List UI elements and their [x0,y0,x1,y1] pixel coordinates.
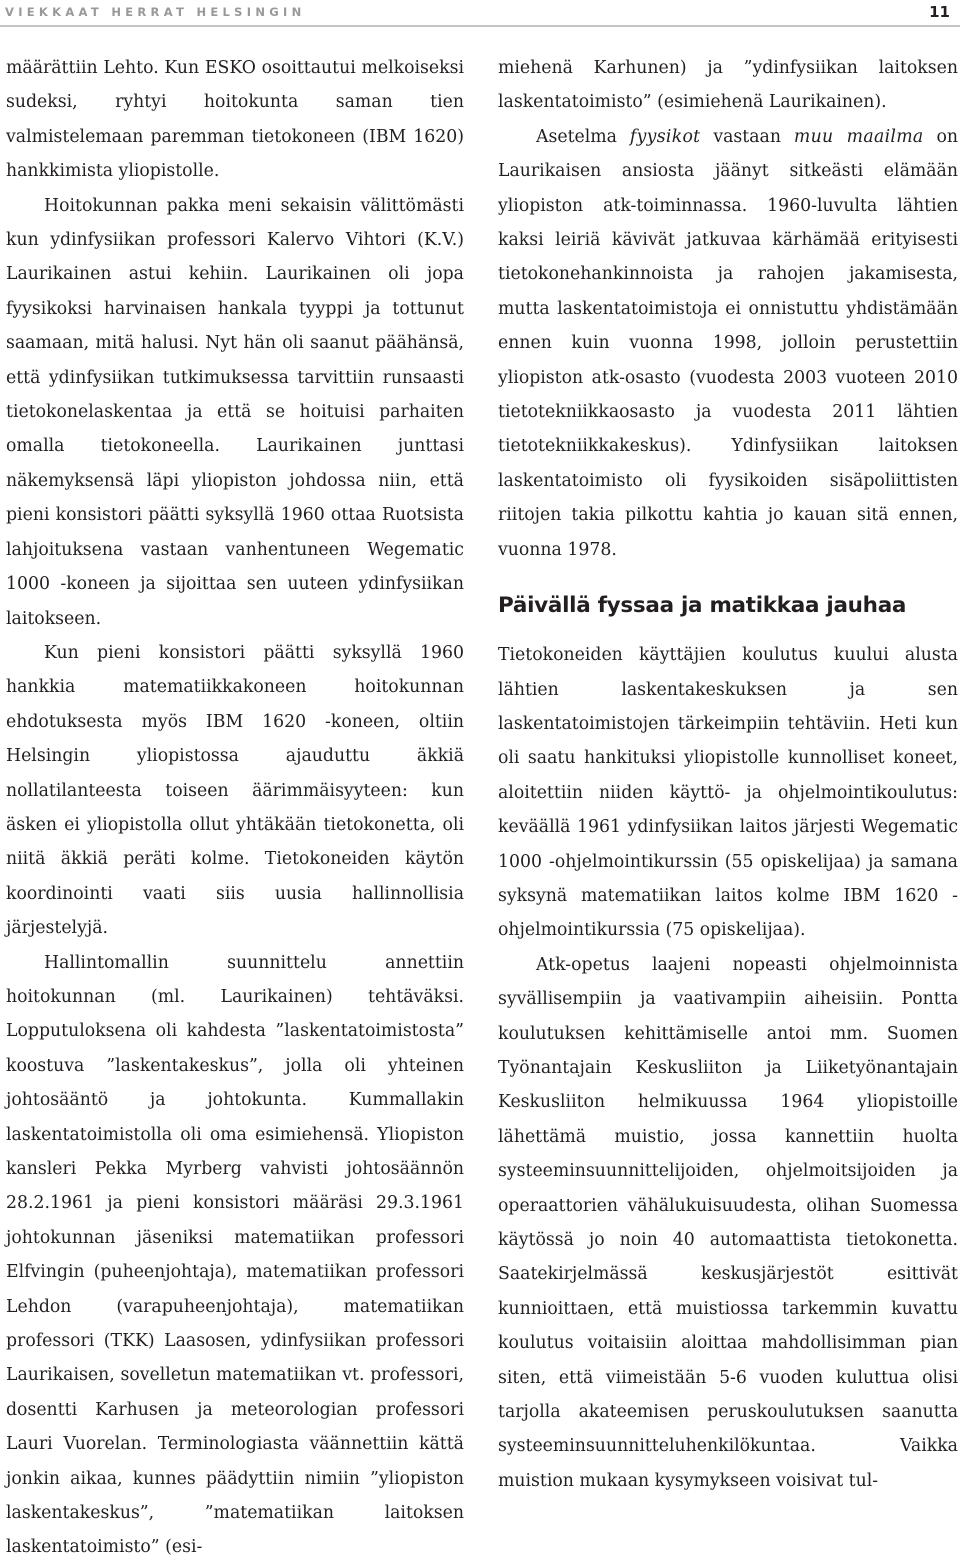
text-run: vastaan [700,126,794,147]
paragraph: Tietokoneiden käyttäjien koulutus kuului alusta lähtien laskentakeskuksen ja sen laskentatoimistojen tärkeimpiin tehtäviin. Heti kun oli saatu hankituksi yliopistolle kunnolliset koneet, aloitettiin niiden käyttö- ja ohjelmointikoulutus: keväällä 1961 ydinfysiikan laitos järjesti Wegematic 1000 -ohjelmointikurssin (55 opiskelijaa) ja samana syksynä matematiikan laitos kolme IBM 1620 -ohjelmointikurssia (75 opiskelijaa). [498,645,958,941]
section-heading: Päivällä fyssaa ja matikkaa jauhaa [498,593,907,619]
paragraph: Hoitokunnan pakka meni sekaisin välittömästi kun ydinfysiikan professori Kalervo Vihtori (K.V.) Laurikainen astui kehiin. Laurikainen oli jopa fyysikoksi harvinaisen hankala tyyppi ja tottunut saamaan, mitä halusi. Nyt hän oli saanut päähänsä, että ydinfysiikan tutkimuksessa tarvittiin runsaasti tietokonelaskentaa ja että se hoituisi parhaiten omalla tietokoneella. Laurikainen junttasi näkemyksensä läpi yliopiston johdossa niin, että pieni konsistori päätti syksyllä 1960 ottaa Ruotsista lahjoituksena vastaan vanhentuneen Wegematic 1000 -koneen ja sijoittaa sen uuteen ydinfysiikan laitokseen. [6,195,464,629]
page-number: 11 [929,3,950,21]
running-head: VIEKKAAT HERRAT HELSINGIN [5,5,306,19]
text-run: on Laurikaisen ansiosta jäänyt sitkeästi elämään yliopiston atk-toiminnassa. 1960-luvulta lähtien kaksi leiriä kävivät jatkuvaa kärhämää erityisesti tietokonehankinnoista ja rahojen jakamisesta, mutta laskentatoimistoja ei onnistuttu yhdistämään ennen kuin vuonna 1998, jolloin perustettiin yliopiston atk-osasto (vuodesta 2003 vuoteen 2010 tietotekniikkaosasto ja vuodesta 2011 lähtien tietotekniikkakeskus). Ydinfysiikan laitoksen laskentatoimisto oli fyysikoiden sisäpoliittisten riitojen takia pilkottu kahtia jo kauan sitä ennen, vuonna 1978. [498,126,958,560]
paragraph: Hallintomallin suunnittelu annettiin hoitokunnan (ml. Laurikainen) tehtäväksi. Lopputuloksena oli kahdesta ”laskentatoimistosta” koostuva ”laskentakeskus”, jolla oli yhteinen johtosääntö ja johtokunta. Kummallakin laskentatoimistolla oli oma esimiehensä. Yliopiston kansleri Pekka Myrberg vahvisti johtosäännön 28.2.1961 ja pieni konsistori määräsi 29.3.1961 johtokunnan jäseniksi matematiikan professori Elfvingin (puheenjohtaja), matematiikan professori Lehdon (varapuheenjohtaja), matematiikan professori (TKK) Laasosen, ydinfysiikan professori Laurikaisen, sovelletun matematiikan vt. professori, dosentti Karhusen ja meteorologian professori Lauri Vuorelan. Terminologiasta väännettiin kättä jonkin aikaa, kunnes päädyttiin nimiin ”yliopiston laskentakeskus”, ”matematiikan laitoksen laskentatoimisto” (esi- [6,952,464,1558]
right-column [498,51,958,1498]
paragraph [498,120,958,567]
header-rule [0,25,960,27]
emphasis: muu maailma [793,126,924,147]
paragraph: määrättiin Lehto. Kun ESKO osoittautui melkoiseksi sudeksi, ryhtyi hoitokunta saman tien valmistelemaan paremman tietokoneen (IBM 1620) hankkimista yliopistolle. [6,58,464,182]
paragraph: Atk-opetus laajeni nopeasti ohjelmoinnista syvällisempiin ja vaativampiin aiheisiin. Pontta koulutuksen kehittämiselle antoi mm. Suomen Työnantajain Keskusliiton ja Liiketyönantajain Keskusliiton helmikuussa 1964 yliopistoille lähettämä muistio, jossa kannettiin huolta systeeminsuunnittelijoiden, ohjelmoitsijoiden ja operaattorien vähälukuisuudesta, olihan Suomessa käytössä jo noin 40 automaattista tietokonetta. Saatekirjelmässä keskusjärjestöt esittivät kunnioittaen, että muistiossa tarkemmin kuvattu koulutus voitaisiin aloittaa mahdollisimman pian siten, että viimeistään 5-6 vuoden kuluttua olisi tarjolla akateemisen peruskoulutuksen saanutta systeeminsuunnitteluhenkilökuntaa. Vaikka muistion mukaan kysymykseen voisivat tul- [498,954,958,1491]
left-column [6,51,464,1565]
page-header [0,0,960,30]
paragraph: miehenä Karhunen) ja ”ydinfysiikan laitoksen laskentatoimisto” (esimiehenä Laurikainen). [498,58,958,113]
emphasis: fyysikot [629,126,701,147]
text-run: Asetelma [536,126,630,147]
paragraph: Kun pieni konsistori päätti syksyllä 1960 hankkia matematiikkakoneen hoitokunnan ehdotuksesta myös IBM 1620 -koneen, oltiin Helsingin yliopistossa ajauduttu äkkiä nollatilanteesta toiseen äärimmäisyyteen: kun äsken ei yliopistolla ollut yhtäkään tietokonetta, oli niitä äkkiä peräti kolme. Tietokoneiden käytön koordinointi vaati siis uusia hallinnollisia järjestelyjä. [6,642,464,939]
